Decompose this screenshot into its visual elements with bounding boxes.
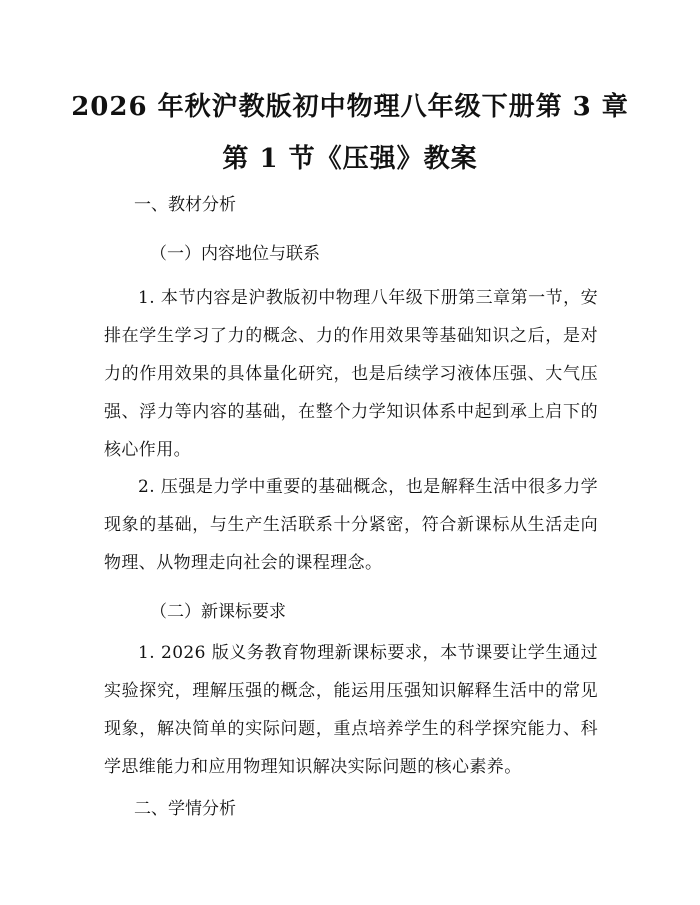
document-title-line1: 2026 年秋沪教版初中物理八年级下册第 3 章 xyxy=(71,92,629,122)
section-heading-analysis: 一、教材分析 xyxy=(134,195,236,215)
paragraph-content-1: 1. 本节内容是沪教版初中物理八年级下册第三章第一节，安排在学生学习了力的概念、力的作用效果等基础知识之后，是对力的作用效果的具体量化研究，也是后续学习液体压强、大气压强、浮力等内容的基础，在整个力学知识体系中起到承上启下的核心作用。 xyxy=(104,288,598,460)
paragraph-content-2: 2. 压强是力学中重要的基础概念，也是解释生活中很多力学现象的基础，与生产生活联系十分紧密，符合新课标从生活走向物理、从物理走向社会的课程理念。 xyxy=(104,477,598,573)
subsection-heading-curriculum: （二）新课标要求 xyxy=(150,602,286,622)
section-heading-student-analysis: 二、学情分析 xyxy=(134,799,236,819)
subsection-heading-content-position: （一）内容地位与联系 xyxy=(150,244,320,264)
paragraph-curriculum-1: 1. 2026 版义务教育物理新课标要求，本节课要让学生通过实验探究，理解压强的概念，能运用压强知识解释生活中的常见现象，解决简单的实际问题，重点培养学生的科学探究能力、科学思维能力和应用物理知识解决实际问题的核心素养。 xyxy=(104,643,598,777)
document-title-line2: 第 1 节《压强》教案 xyxy=(222,144,478,174)
